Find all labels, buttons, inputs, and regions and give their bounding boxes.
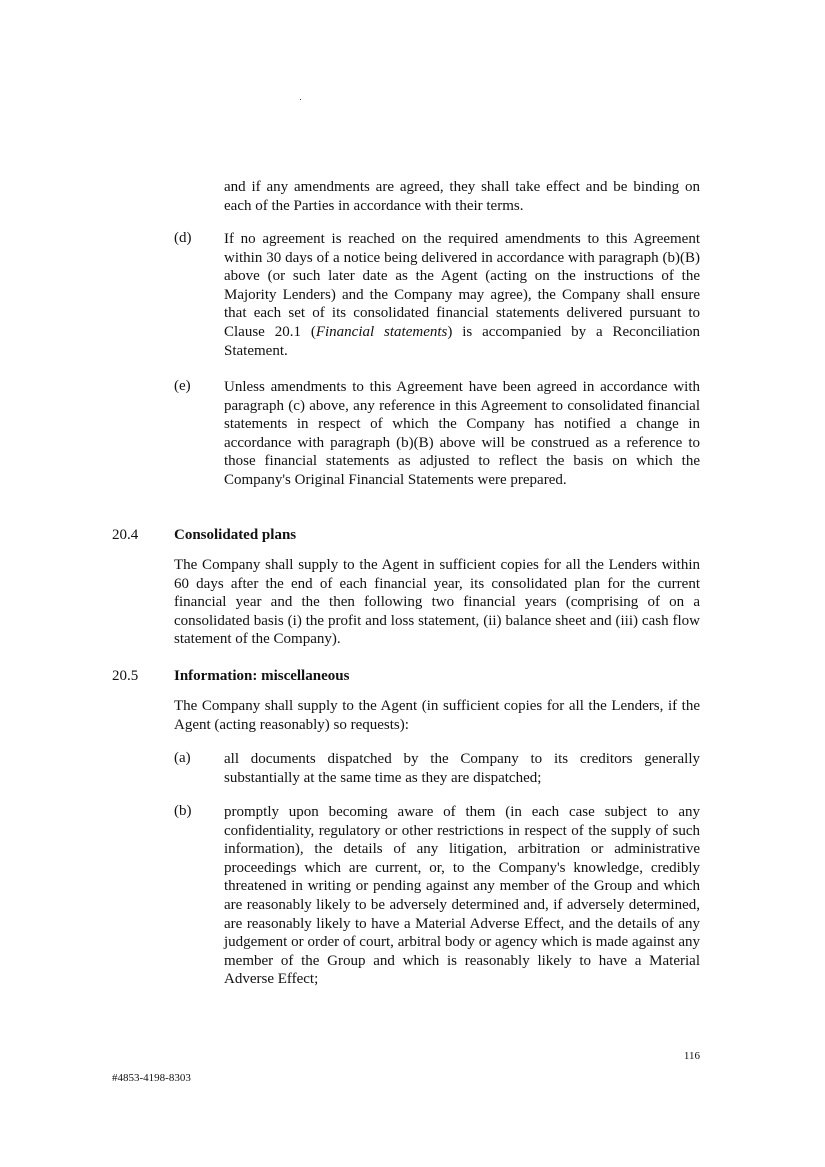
item-label: (a) — [174, 750, 191, 766]
section-title: Consolidated plans — [174, 527, 297, 543]
document-reference: #4853-4198-8303 — [112, 1072, 191, 1084]
section-body-20-5: The Company shall supply to the Agent (in sufficient copies for all the Lenders, if the Agent (acting reasonably) so requests): — [174, 698, 700, 733]
stray-mark — [300, 99, 301, 100]
item-text: If no agreement is reached on the required amendments to this Agreement within 30 days of a notice being delivered in accordance with paragraph (b)(B) above (or such later date as the Agent (acting on the instructions of the Majority Lenders) and the Company may agree), the Company shall ensure that each set of its consolidated financial statements delivered pursuant to Clause 20.1 (Financial statements) is accompanied by a Reconciliation Statement. — [224, 231, 700, 359]
continuation-paragraph: and if any amendments are agreed, they shall take effect and be binding on each of the Parties in accordance with their terms. — [224, 179, 700, 214]
item-text: Unless amendments to this Agreement have been agreed in accordance with paragraph (c) above, any reference in this Agreement to consolidated financial statements in respect of which the Company has notified a change in accordance with paragraph (b)(B) above will be construed as a reference to those financial statements as adjusted to reflect the basis on which the Company's Original Financial Statements were prepared. — [224, 379, 700, 488]
item-label: (e) — [174, 378, 191, 394]
page-number: 116 — [683, 1050, 700, 1062]
item-text: promptly upon becoming aware of them (in each case subject to any confidentiality, regulatory or other restrictions in respect of the supply of such information), the details of any litigation, arbitration or administrative proceedings which are current, or, to the Company's knowledge, credibly threatened in writing or pending against any member of the Group and which are reasonably likely to be adversely determined and, if adversely determined, are reasonably likely to have a Material Adverse Effect, and the details of any judgement or order of court, arbitral body or agency which is made against any member of the Group and which is reasonably likely to have a Material Adverse Effect; — [224, 804, 700, 988]
item-label: (b) — [174, 803, 192, 819]
item-label: (d) — [174, 230, 192, 246]
section-number: 20.5 — [112, 668, 139, 684]
section-body-20-4: The Company shall supply to the Agent in sufficient copies for all the Lenders within 60 days after the end of each financial year, its consolidated plan for the current financial year and the then following two financial years (comprising of on a consolidated basis (i) the profit and loss statement, (ii) balance sheet and (iii) cash flow statement of the Company). — [174, 557, 700, 648]
item-text: all documents dispatched by the Company to its creditors generally substantially at the same time as they are dispatched; — [224, 751, 700, 786]
section-number: 20.4 — [112, 527, 139, 543]
section-title: Information: miscellaneous — [174, 668, 350, 684]
